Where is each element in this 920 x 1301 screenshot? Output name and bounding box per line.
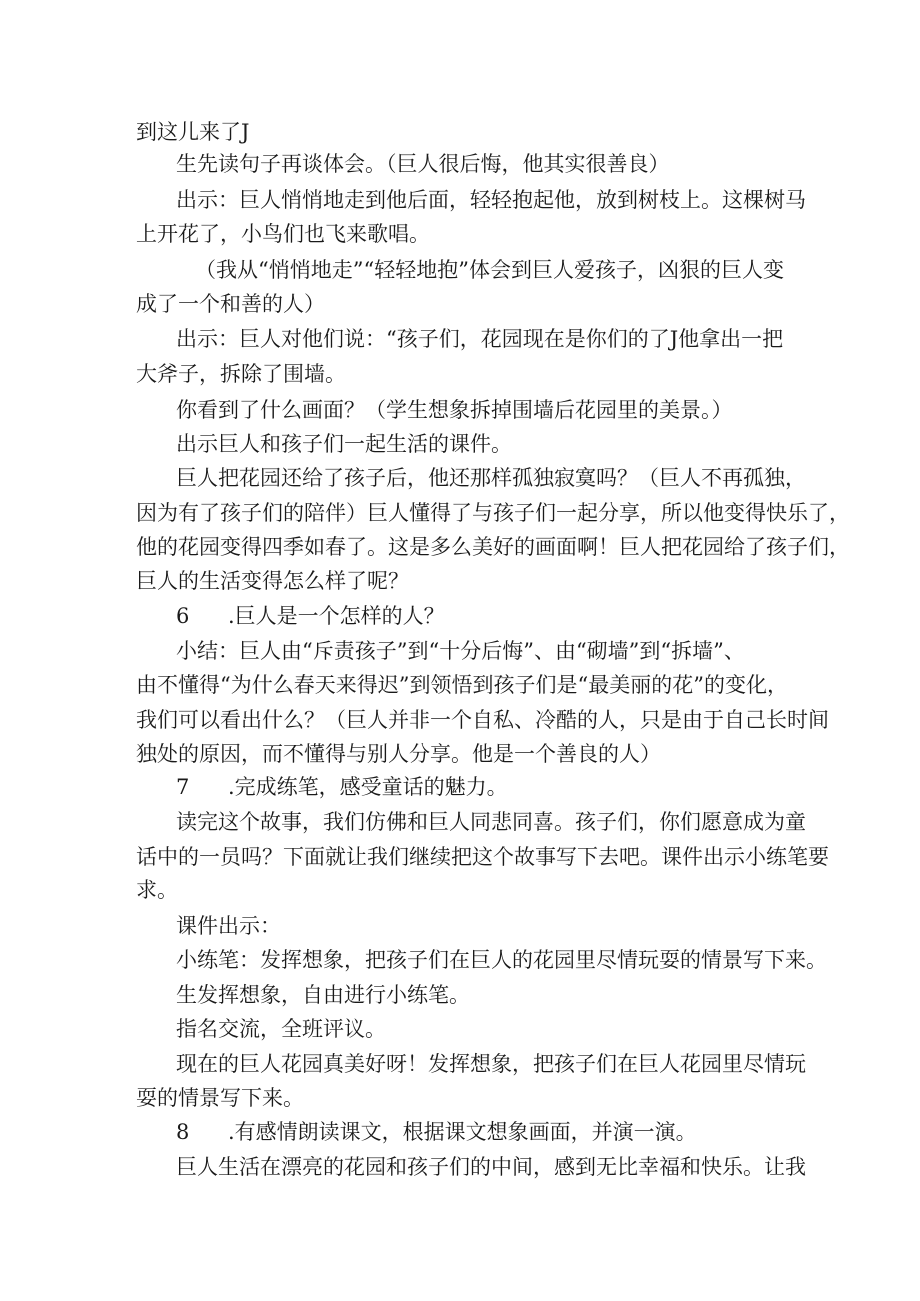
text-line: 成了一个和善的人）: [136, 292, 325, 316]
text-line: 出示巨人和孩子们一起生活的课件。: [176, 432, 512, 456]
item-text: .巨人是一个怎样的人？: [228, 604, 445, 628]
text-line: 巨人的生活变得怎么样了呢？: [136, 569, 409, 593]
text-line: 求。: [136, 878, 178, 902]
item-number: 7: [176, 775, 190, 799]
text-line: 读完这个故事，我们仿佛和巨人同悲同喜。孩子们，你们愿意成为童: [176, 810, 806, 834]
text-line: 课件出示：: [176, 914, 281, 938]
text-line: 因为有了孩子们的陪伴）巨人懂得了与孩子们一起分享，所以他变得快乐了，: [136, 501, 850, 525]
text-line: 到这儿来了J: [136, 120, 250, 144]
text-line: 耍的情景写下来。: [136, 1086, 304, 1110]
text-line: 我们可以看出什么？（巨人并非一个自私、冷酷的人，只是由于自己长时间: [136, 708, 829, 732]
text-line: 出示：巨人对他们说：“孩子们，花园现在是你们的了J他拿出一把: [176, 327, 784, 351]
numbered-item: [176, 773, 508, 801]
text-line: 你看到了什么画面？（学生想象拆掉围墙后花园里的美景。）: [176, 398, 733, 422]
numbered-item: [176, 602, 445, 630]
text-line: 他的花园变得四季如春了。这是多么美好的画面啊！巨人把花园给了孩子们，: [136, 535, 850, 559]
numbered-item: [176, 1118, 697, 1146]
item-text: .有感情朗读课文，根据课文想象画面，并演一演。: [228, 1120, 697, 1144]
text-line: 小练笔：发挥想象，把孩子们在巨人的花园里尽情玩耍的情景写下来。: [176, 948, 827, 972]
text-line: 指名交流，全班评议。: [176, 1017, 386, 1041]
text-line: 巨人把花园还给了孩子后，他还那样孤独寂寞吗？（巨人不再孤独，: [176, 466, 806, 490]
text-line: 出示：巨人悄悄地走到他后面，轻轻抱起他，放到树枝上。这棵树马: [176, 188, 806, 212]
text-line: 话中的一员吗？下面就让我们继续把这个故事写下去吧。课件出示小练笔要: [136, 845, 829, 869]
item-text: .完成练笔，感受童话的魅力。: [228, 775, 508, 799]
text-line: 独处的原因，而不懂得与别人分享。他是一个善良的人）: [136, 742, 661, 766]
text-line: 巨人生活在漂亮的花园和孩子们的中间，感到无比幸福和快乐。让我: [176, 1155, 806, 1179]
item-number: 6: [176, 604, 190, 628]
item-number: 8: [176, 1120, 190, 1144]
text-line: 由不懂得“为什么春天来得迟”到领悟到孩子们是“最美丽的花”的变化，: [136, 673, 788, 697]
text-line: 生发挥想象，自由进行小练笔。: [176, 983, 470, 1007]
text-line: 生先读句子再谈体会。（巨人很后悔，他其实很善良）: [176, 152, 670, 176]
text-line: 大斧子，拆除了围墙。: [136, 362, 346, 386]
text-line: 现在的巨人花园真美好呀！发挥想象，把孩子们在巨人花园里尽情玩: [176, 1052, 806, 1076]
text-line: 小结：巨人由“斥责孩子”到“十分后悔”、由“砌墙”到“拆墙”、: [176, 639, 745, 663]
text-line: （我从“悄悄地走”“轻轻地抱”体会到巨人爱孩子，凶狠的巨人变: [195, 258, 784, 282]
text-line: 上开花了，小鸟们也飞来歌唱。: [136, 222, 430, 246]
